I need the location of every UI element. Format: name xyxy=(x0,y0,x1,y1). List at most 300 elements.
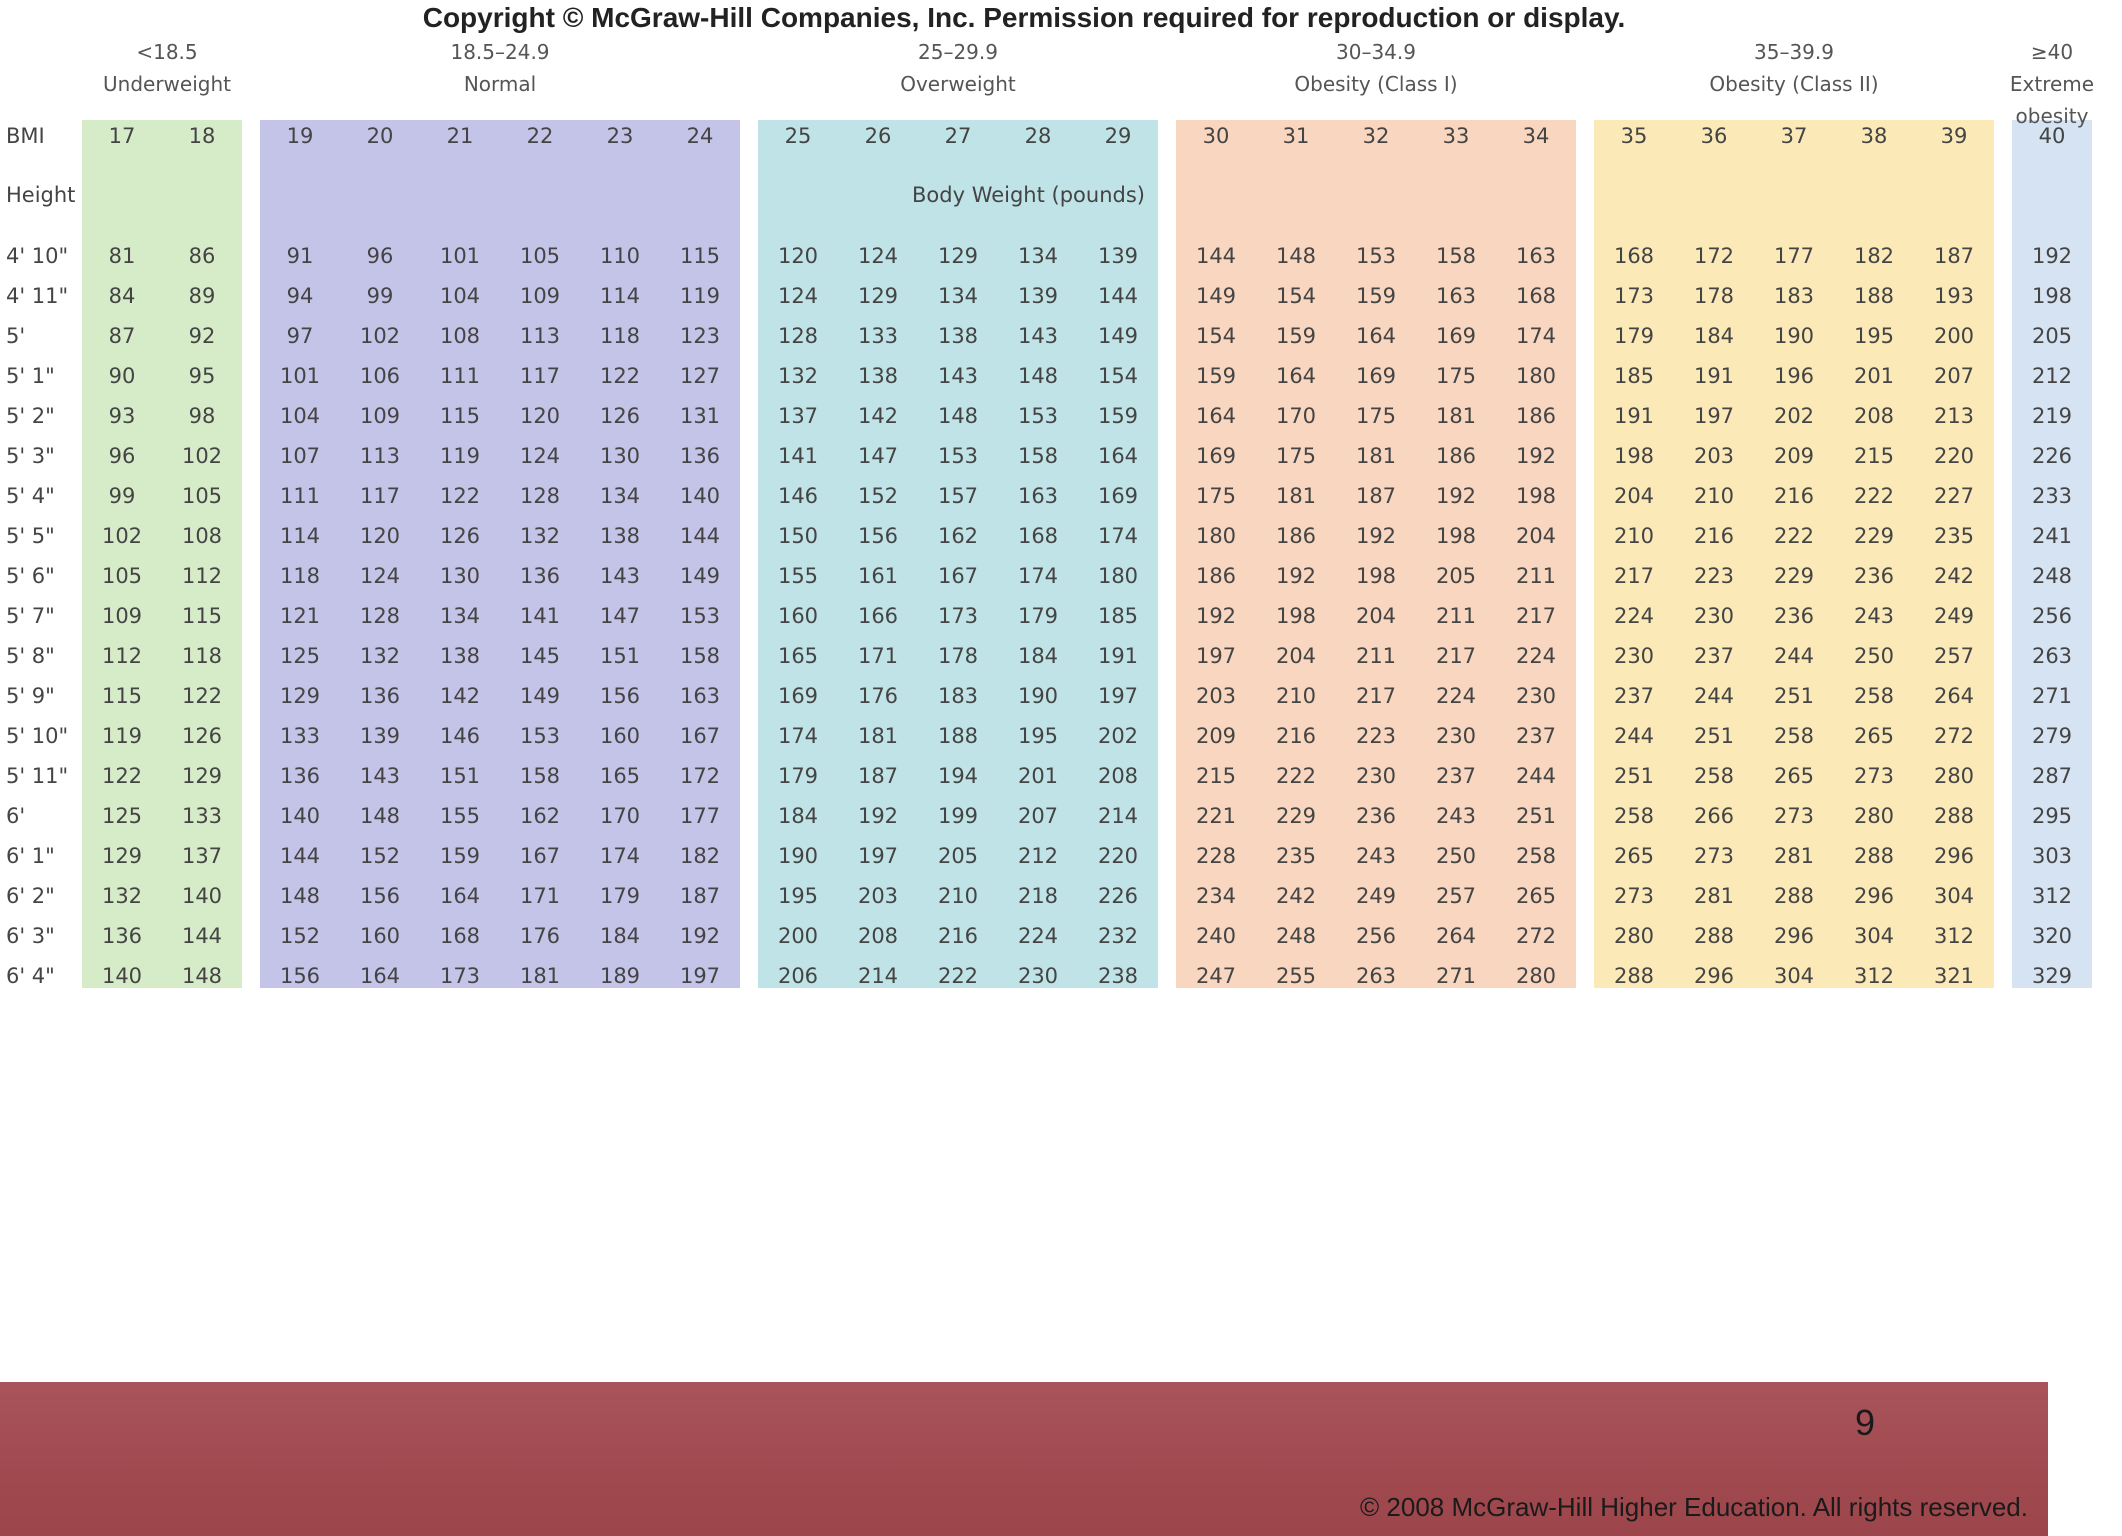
weight-cell: 192 xyxy=(679,924,721,948)
weight-cell: 175 xyxy=(1355,404,1397,428)
category-name: Overweight xyxy=(900,72,1016,96)
weight-cell: 216 xyxy=(937,924,979,948)
weight-cell: 128 xyxy=(777,324,819,348)
weight-cell: 312 xyxy=(1853,964,1895,988)
category-name: Normal xyxy=(463,72,537,96)
weight-cell: 144 xyxy=(1097,284,1139,308)
weight-cell: 132 xyxy=(777,364,819,388)
weight-cell: 126 xyxy=(599,404,641,428)
weight-cell: 208 xyxy=(857,924,899,948)
weight-cell: 198 xyxy=(1613,444,1655,468)
weight-cell: 227 xyxy=(1933,484,1975,508)
category-range: <18.5 xyxy=(136,40,198,64)
weight-cell: 178 xyxy=(937,644,979,668)
weight-cell: 271 xyxy=(1435,964,1477,988)
bmi-value: 19 xyxy=(286,124,314,148)
weight-cell: 164 xyxy=(1097,444,1139,468)
weight-cell: 141 xyxy=(777,444,819,468)
weight-cell: 222 xyxy=(1773,524,1815,548)
weight-cell: 226 xyxy=(1097,884,1139,908)
weight-cell: 99 xyxy=(108,484,136,508)
weight-cell: 138 xyxy=(937,324,979,348)
weight-cell: 186 xyxy=(1515,404,1557,428)
weight-cell: 179 xyxy=(599,884,641,908)
weight-cell: 251 xyxy=(1773,684,1815,708)
weight-cell: 159 xyxy=(439,844,481,868)
bmi-value: 31 xyxy=(1282,124,1310,148)
weight-cell: 304 xyxy=(1933,884,1975,908)
weight-cell: 263 xyxy=(1355,964,1397,988)
weight-cell: 112 xyxy=(101,644,143,668)
weight-cell: 168 xyxy=(1515,284,1557,308)
weight-cell: 179 xyxy=(1017,604,1059,628)
weight-cell: 143 xyxy=(937,364,979,388)
weight-cell: 165 xyxy=(599,764,641,788)
weight-cell: 230 xyxy=(1693,604,1735,628)
weight-cell: 247 xyxy=(1195,964,1237,988)
weight-cell: 137 xyxy=(181,844,223,868)
bmi-value: 29 xyxy=(1104,124,1132,148)
weight-cell: 124 xyxy=(359,564,401,588)
weight-cell: 209 xyxy=(1773,444,1815,468)
weight-cell: 238 xyxy=(1097,964,1139,988)
weight-cell: 249 xyxy=(1933,604,1975,628)
weight-cell: 154 xyxy=(1097,364,1139,388)
weight-cell: 280 xyxy=(1515,964,1557,988)
weight-cell: 224 xyxy=(1435,684,1477,708)
weight-cell: 167 xyxy=(937,564,979,588)
category-range: 30–34.9 xyxy=(1336,40,1416,64)
weight-cell: 258 xyxy=(1773,724,1815,748)
weight-cell: 192 xyxy=(1195,604,1237,628)
weight-cell: 312 xyxy=(2031,884,2073,908)
weight-cell: 216 xyxy=(1693,524,1735,548)
weight-cell: 214 xyxy=(857,964,899,988)
weight-cell: 94 xyxy=(286,284,314,308)
bmi-value: 20 xyxy=(366,124,394,148)
weight-cell: 149 xyxy=(1097,324,1139,348)
weight-cell: 320 xyxy=(2031,924,2073,948)
weight-cell: 187 xyxy=(857,764,899,788)
weight-cell: 160 xyxy=(599,724,641,748)
weight-cell: 177 xyxy=(679,804,721,828)
weight-cell: 86 xyxy=(188,244,216,268)
weight-cell: 169 xyxy=(1195,444,1237,468)
weight-cell: 211 xyxy=(1355,644,1397,668)
weight-cell: 197 xyxy=(679,964,721,988)
weight-cell: 164 xyxy=(439,884,481,908)
weight-cell: 175 xyxy=(1195,484,1237,508)
weight-cell: 124 xyxy=(777,284,819,308)
weight-cell: 115 xyxy=(439,404,481,428)
weight-cell: 115 xyxy=(101,684,143,708)
weight-cell: 258 xyxy=(1853,684,1895,708)
weight-cell: 251 xyxy=(1515,804,1557,828)
weight-cell: 122 xyxy=(439,484,481,508)
weight-cell: 221 xyxy=(1195,804,1237,828)
weight-cell: 140 xyxy=(101,964,143,988)
weight-cell: 201 xyxy=(1017,764,1059,788)
weight-cell: 192 xyxy=(1355,524,1397,548)
weight-cell: 163 xyxy=(1017,484,1059,508)
weight-cell: 203 xyxy=(857,884,899,908)
weight-cell: 151 xyxy=(439,764,481,788)
weight-cell: 136 xyxy=(101,924,143,948)
weight-cell: 288 xyxy=(1693,924,1735,948)
weight-cell: 255 xyxy=(1275,964,1317,988)
weight-cell: 144 xyxy=(1195,244,1237,268)
weight-cell: 208 xyxy=(1853,404,1895,428)
weight-cell: 157 xyxy=(937,484,979,508)
weight-cell: 129 xyxy=(101,844,143,868)
bmi-value: 34 xyxy=(1522,124,1550,148)
weight-cell: 113 xyxy=(359,444,401,468)
weight-cell: 129 xyxy=(279,684,321,708)
weight-cell: 133 xyxy=(857,324,899,348)
weight-cell: 114 xyxy=(599,284,641,308)
weight-cell: 172 xyxy=(679,764,721,788)
weight-cell: 185 xyxy=(1097,604,1139,628)
weight-cell: 280 xyxy=(1853,804,1895,828)
weight-cell: 224 xyxy=(1613,604,1655,628)
weight-cell: 265 xyxy=(1773,764,1815,788)
weight-cell: 164 xyxy=(1275,364,1317,388)
weight-cell: 140 xyxy=(279,804,321,828)
weight-cell: 117 xyxy=(359,484,401,508)
weight-cell: 153 xyxy=(519,724,561,748)
weight-cell: 191 xyxy=(1613,404,1655,428)
weight-cell: 120 xyxy=(359,524,401,548)
weight-cell: 233 xyxy=(2031,484,2073,508)
weight-cell: 168 xyxy=(1017,524,1059,548)
weight-cell: 258 xyxy=(1613,804,1655,828)
weight-cell: 172 xyxy=(1693,244,1735,268)
category-range: 18.5–24.9 xyxy=(450,40,550,64)
weight-cell: 187 xyxy=(1355,484,1397,508)
weight-cell: 121 xyxy=(279,604,321,628)
weight-cell: 182 xyxy=(1853,244,1895,268)
weight-cell: 168 xyxy=(439,924,481,948)
weight-cell: 97 xyxy=(286,324,314,348)
weight-cell: 189 xyxy=(599,964,641,988)
weight-cell: 321 xyxy=(1933,964,1975,988)
weight-cell: 271 xyxy=(2031,684,2073,708)
weight-cell: 222 xyxy=(1275,764,1317,788)
weight-cell: 139 xyxy=(1017,284,1059,308)
weight-cell: 119 xyxy=(101,724,143,748)
weight-cell: 84 xyxy=(108,284,136,308)
weight-cell: 168 xyxy=(1613,244,1655,268)
weight-cell: 215 xyxy=(1853,444,1895,468)
weight-cell: 130 xyxy=(599,444,641,468)
weight-cell: 159 xyxy=(1195,364,1237,388)
weight-cell: 235 xyxy=(1275,844,1317,868)
weight-cell: 203 xyxy=(1195,684,1237,708)
weight-cell: 81 xyxy=(108,244,136,268)
weight-cell: 266 xyxy=(1693,804,1735,828)
weight-cell: 217 xyxy=(1515,604,1557,628)
weight-cell: 207 xyxy=(1933,364,1975,388)
weight-cell: 186 xyxy=(1275,524,1317,548)
weight-cell: 250 xyxy=(1853,644,1895,668)
weight-cell: 229 xyxy=(1853,524,1895,548)
weight-cell: 133 xyxy=(279,724,321,748)
weight-cell: 230 xyxy=(1613,644,1655,668)
weight-cell: 142 xyxy=(857,404,899,428)
weight-cell: 136 xyxy=(279,764,321,788)
height-label: 5' 5" xyxy=(6,524,55,548)
weight-cell: 104 xyxy=(279,404,321,428)
weight-cell: 126 xyxy=(181,724,223,748)
weight-cell: 146 xyxy=(777,484,819,508)
category-name: Obesity (Class II) xyxy=(1709,72,1879,96)
weight-cell: 265 xyxy=(1515,884,1557,908)
weight-cell: 143 xyxy=(599,564,641,588)
weight-cell: 264 xyxy=(1933,684,1975,708)
category-name: Extreme obesity xyxy=(2009,72,2095,128)
footer-copyright: © 2008 McGraw-Hill Higher Education. All rights reserved. xyxy=(1360,1492,2028,1522)
weight-cell: 199 xyxy=(937,804,979,828)
category-header xyxy=(748,36,1168,100)
weight-cell: 243 xyxy=(1355,844,1397,868)
weight-cell: 169 xyxy=(777,684,819,708)
weight-cell: 187 xyxy=(1933,244,1975,268)
weight-cell: 174 xyxy=(1017,564,1059,588)
weight-cell: 243 xyxy=(1853,604,1895,628)
weight-cell: 203 xyxy=(1693,444,1735,468)
height-label: 5' 11" xyxy=(6,764,69,788)
weight-cell: 136 xyxy=(679,444,721,468)
weight-cell: 197 xyxy=(1097,684,1139,708)
weight-cell: 329 xyxy=(2031,964,2073,988)
weight-cell: 210 xyxy=(1613,524,1655,548)
weight-cell: 159 xyxy=(1097,404,1139,428)
weight-cell: 109 xyxy=(101,604,143,628)
body-weight-label: Body Weight (pounds) xyxy=(912,183,1145,207)
weight-cell: 138 xyxy=(599,524,641,548)
weight-cell: 256 xyxy=(1355,924,1397,948)
weight-cell: 244 xyxy=(1773,644,1815,668)
bmi-value: 39 xyxy=(1940,124,1968,148)
weight-cell: 230 xyxy=(1515,684,1557,708)
weight-cell: 89 xyxy=(188,284,216,308)
height-label: 5' 1" xyxy=(6,364,55,388)
height-label: 5' 3" xyxy=(6,444,55,468)
weight-cell: 113 xyxy=(519,324,561,348)
weight-cell: 263 xyxy=(2031,644,2073,668)
weight-cell: 102 xyxy=(181,444,223,468)
category-header xyxy=(1166,36,1586,100)
weight-cell: 136 xyxy=(359,684,401,708)
weight-cell: 142 xyxy=(439,684,481,708)
weight-cell: 296 xyxy=(1773,924,1815,948)
weight-cell: 173 xyxy=(439,964,481,988)
weight-cell: 146 xyxy=(439,724,481,748)
weight-cell: 144 xyxy=(279,844,321,868)
weight-cell: 184 xyxy=(1693,324,1735,348)
weight-cell: 144 xyxy=(181,924,223,948)
weight-cell: 110 xyxy=(599,244,641,268)
weight-cell: 134 xyxy=(937,284,979,308)
weight-cell: 192 xyxy=(1275,564,1317,588)
weight-cell: 194 xyxy=(937,764,979,788)
weight-cell: 184 xyxy=(599,924,641,948)
weight-cell: 158 xyxy=(679,644,721,668)
weight-cell: 164 xyxy=(359,964,401,988)
weight-cell: 174 xyxy=(599,844,641,868)
weight-cell: 211 xyxy=(1435,604,1477,628)
weight-cell: 132 xyxy=(519,524,561,548)
weight-cell: 232 xyxy=(1097,924,1139,948)
weight-cell: 192 xyxy=(857,804,899,828)
weight-cell: 138 xyxy=(857,364,899,388)
weight-cell: 139 xyxy=(359,724,401,748)
weight-cell: 173 xyxy=(937,604,979,628)
weight-cell: 129 xyxy=(857,284,899,308)
weight-cell: 143 xyxy=(359,764,401,788)
bmi-value: 35 xyxy=(1620,124,1648,148)
weight-cell: 202 xyxy=(1773,404,1815,428)
weight-cell: 296 xyxy=(1933,844,1975,868)
weight-cell: 162 xyxy=(519,804,561,828)
weight-cell: 237 xyxy=(1515,724,1557,748)
height-label: 5' 6" xyxy=(6,564,55,588)
weight-cell: 192 xyxy=(1515,444,1557,468)
weight-cell: 169 xyxy=(1435,324,1477,348)
weight-cell: 159 xyxy=(1355,284,1397,308)
bmi-value: 30 xyxy=(1202,124,1230,148)
weight-cell: 148 xyxy=(1017,364,1059,388)
weight-cell: 160 xyxy=(359,924,401,948)
weight-cell: 129 xyxy=(937,244,979,268)
weight-cell: 165 xyxy=(777,644,819,668)
weight-cell: 105 xyxy=(101,564,143,588)
weight-cell: 152 xyxy=(857,484,899,508)
weight-cell: 140 xyxy=(679,484,721,508)
weight-cell: 144 xyxy=(679,524,721,548)
weight-cell: 236 xyxy=(1853,564,1895,588)
weight-cell: 241 xyxy=(2031,524,2073,548)
weight-cell: 296 xyxy=(1853,884,1895,908)
weight-cell: 236 xyxy=(1355,804,1397,828)
weight-cell: 156 xyxy=(857,524,899,548)
weight-cell: 149 xyxy=(519,684,561,708)
weight-cell: 102 xyxy=(359,324,401,348)
weight-cell: 87 xyxy=(108,324,136,348)
weight-cell: 287 xyxy=(2031,764,2073,788)
weight-cell: 115 xyxy=(181,604,223,628)
weight-cell: 273 xyxy=(1693,844,1735,868)
weight-cell: 258 xyxy=(1515,844,1557,868)
weight-cell: 171 xyxy=(519,884,561,908)
weight-cell: 257 xyxy=(1435,884,1477,908)
weight-cell: 197 xyxy=(857,844,899,868)
weight-cell: 212 xyxy=(2031,364,2073,388)
weight-cell: 164 xyxy=(1195,404,1237,428)
weight-cell: 249 xyxy=(1355,884,1397,908)
weight-cell: 153 xyxy=(1355,244,1397,268)
weight-cell: 217 xyxy=(1355,684,1397,708)
weight-cell: 226 xyxy=(2031,444,2073,468)
height-label: 4' 10" xyxy=(6,244,69,268)
weight-cell: 198 xyxy=(1355,564,1397,588)
weight-cell: 174 xyxy=(1097,524,1139,548)
weight-cell: 131 xyxy=(679,404,721,428)
weight-cell: 152 xyxy=(279,924,321,948)
bmi-value: 22 xyxy=(526,124,554,148)
height-label: 6' 4" xyxy=(6,964,55,988)
weight-cell: 244 xyxy=(1693,684,1735,708)
weight-cell: 175 xyxy=(1435,364,1477,388)
bmi-value: 23 xyxy=(606,124,634,148)
weight-cell: 90 xyxy=(108,364,136,388)
weight-cell: 204 xyxy=(1355,604,1397,628)
weight-cell: 176 xyxy=(857,684,899,708)
weight-cell: 104 xyxy=(439,284,481,308)
weight-cell: 108 xyxy=(439,324,481,348)
weight-cell: 256 xyxy=(2031,604,2073,628)
height-label: 5' 7" xyxy=(6,604,55,628)
weight-cell: 214 xyxy=(1097,804,1139,828)
weight-cell: 244 xyxy=(1613,724,1655,748)
weight-cell: 101 xyxy=(279,364,321,388)
weight-cell: 166 xyxy=(857,604,899,628)
weight-cell: 198 xyxy=(1275,604,1317,628)
weight-cell: 128 xyxy=(519,484,561,508)
weight-cell: 211 xyxy=(1515,564,1557,588)
weight-cell: 96 xyxy=(108,444,136,468)
weight-cell: 200 xyxy=(777,924,819,948)
weight-cell: 156 xyxy=(359,884,401,908)
weight-cell: 205 xyxy=(1435,564,1477,588)
weight-cell: 180 xyxy=(1097,564,1139,588)
bmi-value: 18 xyxy=(188,124,216,148)
weight-cell: 304 xyxy=(1773,964,1815,988)
weight-cell: 198 xyxy=(1435,524,1477,548)
height-label: 5' 4" xyxy=(6,484,55,508)
weight-cell: 128 xyxy=(359,604,401,628)
weight-cell: 181 xyxy=(1355,444,1397,468)
weight-cell: 191 xyxy=(1097,644,1139,668)
weight-cell: 120 xyxy=(777,244,819,268)
weight-cell: 217 xyxy=(1613,564,1655,588)
weight-cell: 122 xyxy=(181,684,223,708)
weight-cell: 230 xyxy=(1355,764,1397,788)
weight-cell: 173 xyxy=(1613,284,1655,308)
weight-cell: 163 xyxy=(1515,244,1557,268)
height-label: 6' xyxy=(6,804,26,828)
weight-cell: 152 xyxy=(359,844,401,868)
weight-cell: 154 xyxy=(1195,324,1237,348)
weight-cell: 217 xyxy=(1435,644,1477,668)
category-header xyxy=(250,36,750,100)
weight-cell: 210 xyxy=(1275,684,1317,708)
weight-cell: 248 xyxy=(2031,564,2073,588)
weight-cell: 184 xyxy=(1017,644,1059,668)
weight-cell: 198 xyxy=(1515,484,1557,508)
bmi-value: 25 xyxy=(784,124,812,148)
weight-cell: 180 xyxy=(1515,364,1557,388)
height-label: 5' 9" xyxy=(6,684,55,708)
weight-cell: 123 xyxy=(679,324,721,348)
category-header xyxy=(1584,36,2004,100)
weight-cell: 190 xyxy=(777,844,819,868)
weight-cell: 124 xyxy=(519,444,561,468)
weight-cell: 127 xyxy=(679,364,721,388)
weight-cell: 176 xyxy=(519,924,561,948)
weight-cell: 148 xyxy=(1275,244,1317,268)
weight-cell: 207 xyxy=(1017,804,1059,828)
